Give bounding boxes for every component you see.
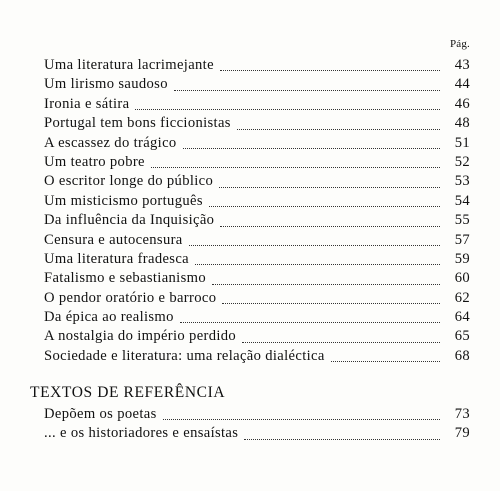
toc-entry — [44, 269, 470, 288]
toc-entry — [44, 250, 470, 269]
entry-title: Da épica ao realismo — [44, 309, 174, 326]
entry-title: Um lirismo saudoso — [44, 76, 168, 93]
reference-texts-list — [44, 405, 470, 444]
dot-leader — [222, 302, 440, 304]
dot-leader — [244, 438, 440, 440]
dot-leader — [220, 225, 440, 227]
toc-entry — [44, 95, 470, 114]
toc-entry — [44, 134, 470, 153]
toc-entry — [44, 114, 470, 133]
entry-page-number: 48 — [454, 115, 470, 132]
toc-entry — [44, 231, 470, 250]
dot-leader — [219, 186, 440, 188]
entry-page-number: 51 — [454, 134, 470, 151]
entry-title: A escassez do trágico — [44, 134, 177, 151]
entry-title: O pendor oratório e barroco — [44, 289, 217, 306]
toc-entry — [44, 192, 470, 211]
dot-leader — [183, 147, 440, 149]
dot-leader — [242, 341, 440, 343]
entry-page-number: 62 — [454, 289, 470, 306]
entry-page-number: 68 — [454, 347, 470, 364]
entry-page-number: 57 — [454, 231, 470, 248]
entry-title: Fatalismo e sebastianismo — [44, 270, 206, 287]
toc-entry — [44, 289, 470, 308]
dot-leader — [212, 283, 440, 285]
toc-entry — [44, 347, 470, 366]
toc-entry — [44, 424, 470, 443]
entry-title: O escritor longe do público — [44, 173, 214, 190]
toc-entry — [44, 75, 470, 94]
dot-leader — [195, 263, 440, 265]
entry-page-number: 44 — [454, 76, 470, 93]
entry-page-number: 54 — [454, 192, 470, 209]
table-of-contents — [44, 56, 470, 366]
entry-page-number: 60 — [454, 270, 470, 287]
entry-title: Da influência da Inquisição — [44, 212, 215, 229]
entry-title: Uma literatura lacrimejante — [44, 57, 214, 73]
dot-leader — [220, 69, 440, 71]
entry-page-number: 46 — [454, 95, 470, 112]
entry-page-number: 52 — [454, 153, 470, 170]
entry-title: Uma literatura fradesca — [44, 250, 189, 267]
dot-leader — [180, 321, 440, 323]
entry-title: Portugal tem bons ficcionistas — [44, 115, 231, 132]
entry-title: Depõem os poetas — [44, 406, 157, 422]
entry-title: A nostalgia do império perdido — [44, 328, 237, 345]
entry-title: Um misticismo português — [44, 192, 203, 209]
dot-leader — [163, 418, 440, 420]
toc-entry — [44, 211, 470, 230]
toc-entry — [44, 405, 470, 424]
entry-page-number: 59 — [454, 250, 470, 267]
entry-page-number: 53 — [454, 173, 470, 190]
dot-leader — [189, 244, 440, 246]
dot-leader — [135, 108, 440, 110]
entry-title: Sociedade e literatura: uma relação dialéctica — [44, 347, 325, 364]
toc-entry — [44, 153, 470, 172]
toc-entry — [44, 308, 470, 327]
dot-leader — [151, 166, 440, 168]
entry-page-number: 73 — [454, 406, 470, 422]
dot-leader — [209, 205, 440, 207]
entry-title: Censura e autocensura — [44, 231, 183, 248]
dot-leader — [174, 89, 440, 91]
toc-entry — [44, 327, 470, 346]
entry-page-number: 55 — [454, 212, 470, 229]
toc-entry — [44, 172, 470, 191]
entry-title: ... e os historiadores e ensaístas — [44, 425, 239, 442]
entry-page-number: 43 — [454, 57, 470, 73]
entry-page-number: 79 — [454, 425, 470, 442]
toc-entry — [44, 56, 470, 75]
dot-leader — [237, 128, 440, 130]
dot-leader — [331, 360, 440, 362]
entry-title: Um teatro pobre — [44, 153, 145, 170]
entry-title: Ironia e sátira — [44, 95, 130, 112]
entry-page-number: 64 — [454, 309, 470, 326]
section-title: TEXTOS DE REFERÊNCIA — [30, 384, 226, 401]
page-column-header: Pág. — [449, 38, 470, 50]
entry-page-number: 65 — [454, 328, 470, 345]
